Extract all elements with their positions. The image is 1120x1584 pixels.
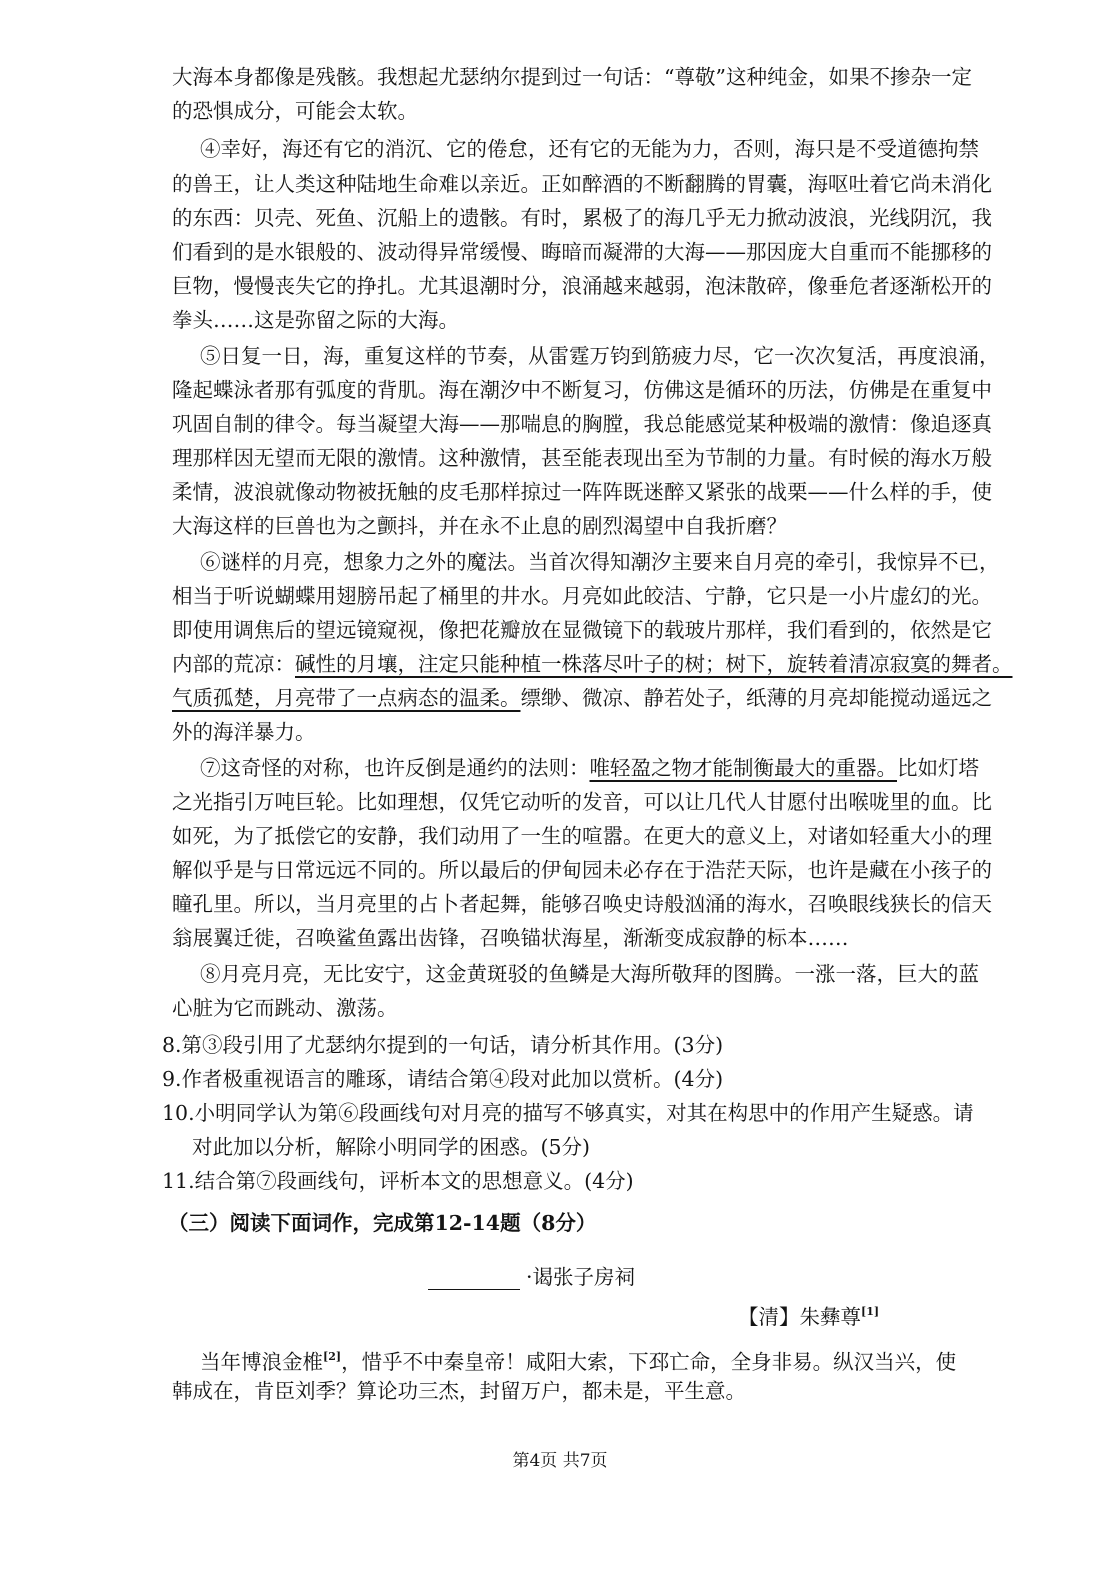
question-10: 10.小明同学认为第⑥段画线句对月亮的描写不够真实，对其在构思中的作用产生疑惑。请	[162, 1101, 974, 1125]
paragraph-4-start: ④幸好，海还有它的消沉、它的倦怠，还有它的无能为力，否则，海只是不受道德拘禁	[200, 137, 979, 161]
text-line: 的兽王，让人类这种陆地生命难以亲近。正如醉酒的不断翻腾的胃囊，海呕吐着它尚未消化	[172, 172, 992, 196]
text-line: 的恐惧成分，可能会太软。	[172, 99, 418, 123]
question-8: 8.第③段引用了尤瑟纳尔提到的一句话，请分析其作用。(3分)	[162, 1033, 724, 1057]
text-line: 之光指引万吨巨轮。比如理想，仅凭它动听的发音，可以让几代人甘愿付出喉咙里的血。比	[172, 790, 992, 814]
footnote-marker: [2]	[323, 1350, 342, 1363]
paragraph-7-start	[200, 751, 979, 785]
text-line: 即使用调焦后的望远镜窥视，像把花瓣放在显微镜下的载玻片那样，我们看到的，依然是它	[172, 618, 992, 642]
question-11: 11.结合第⑦段画线句，评析本文的思想意义。(4分)	[162, 1169, 634, 1193]
question-9: 9.作者极重视语言的雕琢，请结合第④段对此加以赏析。(4分)	[162, 1067, 724, 1091]
underlined-sentence: 碱性的月壤，注定只能种植一株落尽叶子的树；树下，旋转着清凉寂寞的舞者。	[295, 652, 1013, 676]
text-line: 解似乎是与日常远远不同的。所以最后的伊甸园未必存在于浩茫天际，也许是藏在小孩子的	[172, 858, 992, 882]
page-footer: 第4页 共7页	[512, 1451, 608, 1471]
plain-text: 内部的荒凉：	[172, 652, 295, 676]
text-line: 外的海洋暴力。	[172, 720, 316, 744]
text-line: 柔情，波浪就像动物被抚触的皮毛那样掠过一阵阵既迷醉又紧张的战栗——什么样的手，使	[172, 480, 992, 504]
footnote-marker: [1]	[861, 1305, 880, 1318]
paragraph-6-start: ⑥谜样的月亮，想象力之外的魔法。当首次得知潮汐主要来自月亮的牵引，我惊异不已，	[200, 550, 1000, 574]
text-line: 翁展翼迁徙，召唤鲨鱼露出齿锋，召唤锚状海星，渐渐变成寂静的标本……	[172, 926, 849, 950]
text-line: 拳头……这是弥留之际的大海。	[172, 308, 459, 332]
section-heading: （三）阅读下面词作，完成第12-14题（8分）	[168, 1211, 597, 1235]
poem-text: 当年博浪金椎	[200, 1350, 323, 1374]
poem-title-text: ·谒张子房祠	[526, 1265, 636, 1289]
text-line: 们看到的是水银般的、波动得异常缓慢、晦暗而凝滞的大海——那因庞大自重而不能挪移的	[172, 240, 992, 264]
text-line: 瞳孔里。所以，当月亮里的占卜者起舞，能够召唤史诗般汹涌的海水，召唤眼线狭长的信天	[172, 892, 992, 916]
text-line: 隆起蝶泳者那有弧度的背肌。海在潮汐中不断复习，仿佛这是循环的历法，仿佛是在重复中	[172, 378, 992, 402]
text-line: 心脏为它而跳动、激荡。	[172, 996, 398, 1020]
text-line: 理那样因无望而无限的激情。这种激情，甚至能表现出至为节制的力量。有时候的海水万般	[172, 446, 992, 470]
text-line: 相当于听说蝴蝶用翅膀吊起了桶里的井水。月亮如此皎洁、宁静，它只是一小片虚幻的光。	[172, 584, 992, 608]
text-line: 巩固自制的律令。每当凝望大海——那喘息的胸膛，我总能感觉某种极端的激情：像追逐真	[172, 412, 992, 436]
plain-text: 缥缈、微凉、静若处子，纸薄的月亮却能搅动遥远之	[520, 686, 992, 710]
question-10-cont: 对此加以分析，解除小明同学的困惑。(5分)	[192, 1135, 591, 1159]
underlined-sentence: 唯轻盈之物才能制衡最大的重器。	[589, 756, 897, 780]
poem-line: 韩成在，肯臣刘季？算论功三杰，封留万户，都未是，平生意。	[172, 1379, 746, 1403]
poem-author	[738, 1300, 879, 1330]
paragraph-8-start: ⑧月亮月亮，无比安宁，这金黄斑驳的鱼鳞是大海所敬拜的图腾。一涨一落，巨大的蓝	[200, 962, 979, 986]
text-line-underlined	[172, 647, 1013, 681]
paragraph-5-start: ⑤日复一日，海，重复这样的节奏，从雷霆万钧到筋疲力尽，它一次次复活，再度浪涌，	[200, 344, 1000, 368]
text-line: 大海这样的巨兽也为之颤抖，并在永不止息的剧烈渴望中自我折磨？	[172, 514, 787, 538]
poem-text: ，惜乎不中秦皇帝！咸阳大索，下邳亡命，全身非易。纵汉当兴，使	[341, 1350, 957, 1374]
text-line: 大海本身都像是残骸。我想起尤瑟纳尔提到过一句话：“尊敬”这种纯金，如果不掺杂一定	[172, 65, 972, 89]
title-blank	[428, 1265, 520, 1290]
plain-text: 比如灯塔	[897, 756, 979, 780]
underlined-sentence: 气质孤楚，月亮带了一点病态的温柔。	[172, 686, 521, 710]
plain-text: ⑦这奇怪的对称，也许反倒是通约的法则：	[200, 756, 590, 780]
text-line-underlined	[172, 681, 992, 715]
text-line: 巨物，慢慢丧失它的挣扎。尤其退潮时分，浪涌越来越弱，泡沫散碎，像垂危者逐渐松开的	[172, 274, 992, 298]
text-line: 如死，为了抵偿它的安静，我们动用了一生的喧嚣。在更大的意义上，对诸如轻重大小的理	[172, 824, 992, 848]
author-name: 【清】朱彝尊	[738, 1305, 861, 1329]
text-line: 的东西：贝壳、死鱼、沉船上的遗骸。有时，累极了的海几乎无力掀动波浪，光线阴沉，我	[172, 206, 992, 230]
poem-title	[428, 1260, 635, 1290]
